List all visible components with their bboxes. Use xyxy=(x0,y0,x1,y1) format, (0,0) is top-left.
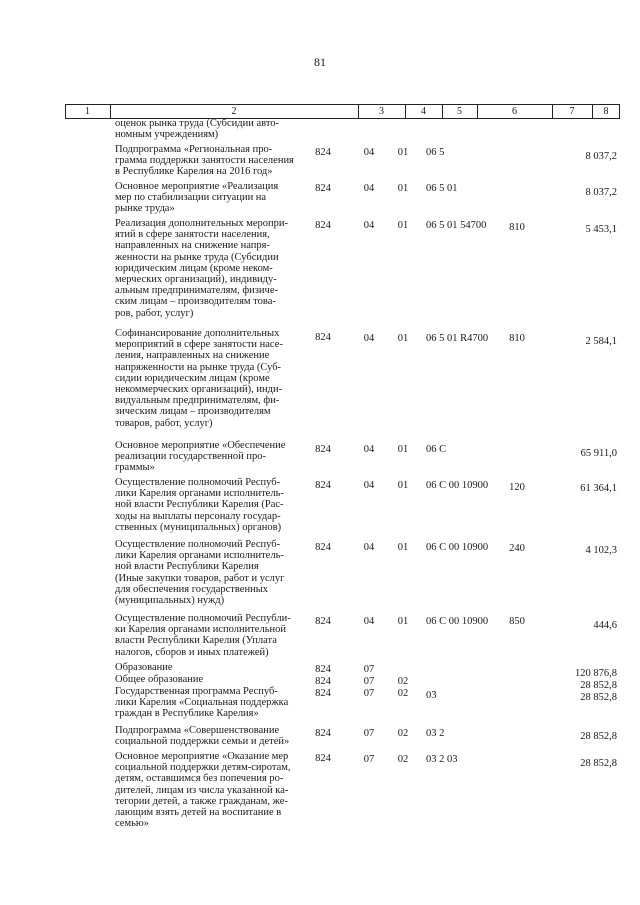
row-amount: 8 037,2 xyxy=(585,187,617,198)
row-section: 07 xyxy=(363,676,375,687)
header-col-1: 1 xyxy=(85,106,90,117)
header-col-4: 4 xyxy=(421,106,426,117)
table-header xyxy=(65,104,620,119)
row-target-article: 06 С 00 10900 xyxy=(426,616,489,627)
row-ministry-code: 824 xyxy=(315,664,331,675)
row-subsection: 01 xyxy=(397,480,409,491)
row-amount: 28 852,8 xyxy=(580,731,617,742)
header-col-5: 5 xyxy=(457,106,462,117)
row-section: 04 xyxy=(363,333,375,344)
row-target-article: 06 5 01 54700 xyxy=(426,220,487,231)
row-section: 04 xyxy=(363,444,375,455)
row-expense-type: 850 xyxy=(509,616,525,627)
row-description: Реализация дополнительных меропри- ятий в сфере занятости населения, направленных на снижение напря- женности на рынке труда (Субсидии юридическим лицам (кроме неком- мерческих организаций), индивиду- альным предпринимателям, физиче- ским лицам – производителям това- ров, работ, услуг) xyxy=(115,218,289,319)
row-ministry-code: 824 xyxy=(315,753,331,764)
row-section: 07 xyxy=(363,688,375,699)
header-col-7: 7 xyxy=(569,106,575,117)
row-amount: 65 911,0 xyxy=(580,448,617,459)
row-ministry-code: 824 xyxy=(315,542,331,553)
row-description: Осуществление полномочий Республи- ки Карелия органами исполнительной власти Республики Карелия (Уплата налогов, сборов и иных платежей) xyxy=(115,613,291,658)
row-ministry-code: 824 xyxy=(315,616,331,627)
row-ministry-code: 824 xyxy=(315,220,331,231)
header-col-2: 2 xyxy=(231,106,237,117)
row-amount: 8 037,2 xyxy=(585,151,617,162)
row-target-article: 06 5 01 xyxy=(426,183,458,194)
row-amount: 5 453,1 xyxy=(585,224,617,235)
row-subsection: 02 xyxy=(397,728,409,739)
row-ministry-code: 824 xyxy=(315,444,331,455)
row-description: Образование xyxy=(115,662,173,673)
row-description: оценок рынка труда (Субсидии авто- номным учреждениям) xyxy=(115,118,280,141)
row-subsection: 01 xyxy=(397,147,409,158)
row-target-article: 03 2 03 xyxy=(426,754,458,765)
row-section: 04 xyxy=(363,147,375,158)
row-subsection: 01 xyxy=(397,616,409,627)
row-ministry-code: 824 xyxy=(315,728,331,739)
row-description: Осуществление полномочий Респуб- лики Карелия органами исполнитель- ной власти Республики Карелия (Рас- ходы на выплаты персоналу государ- ственных (муниципальных) органов) xyxy=(115,477,284,533)
row-subsection: 01 xyxy=(397,444,409,455)
row-description: Подпрограмма «Региональная про- грамма поддержки занятости населения в Республике Карелия на 2016 год» xyxy=(115,144,294,178)
row-description: Основное мероприятие «Обеспечение реализации государственной про- граммы» xyxy=(115,440,286,474)
row-subsection: 02 xyxy=(397,688,409,699)
row-ministry-code: 824 xyxy=(315,480,331,491)
row-amount: 444,6 xyxy=(593,620,617,631)
row-description: Осуществление полномочий Респуб- лики Карелия органами исполнитель- ной власти Республики Карелия (Иные закупки товаров, работ и услуг для обеспечения государственных (муниципальных) нужд) xyxy=(115,539,285,607)
row-subsection: 02 xyxy=(397,754,409,765)
row-amount: 28 852,8 xyxy=(580,680,617,691)
row-subsection: 01 xyxy=(397,183,409,194)
row-expense-type: 810 xyxy=(509,222,525,233)
row-section: 04 xyxy=(363,183,375,194)
row-subsection: 01 xyxy=(397,333,409,344)
row-expense-type: 810 xyxy=(509,333,525,344)
row-ministry-code: 824 xyxy=(315,688,331,699)
row-subsection: 01 xyxy=(397,220,409,231)
row-section: 07 xyxy=(363,728,375,739)
row-amount: 4 102,3 xyxy=(585,545,617,556)
row-target-article: 06 5 01 R4700 xyxy=(426,333,489,344)
row-target-article: 06 5 xyxy=(426,147,445,158)
row-ministry-code: 824 xyxy=(315,332,331,343)
header-col-3: 3 xyxy=(379,106,384,117)
row-description: Основное мероприятие «Реализация мер по стабилизации ситуации на рынке труда» xyxy=(115,181,279,215)
row-subsection: 01 xyxy=(397,542,409,553)
row-ministry-code: 824 xyxy=(315,183,331,194)
row-target-article: 03 xyxy=(426,690,437,701)
row-expense-type: 240 xyxy=(509,543,525,554)
row-section: 04 xyxy=(363,616,375,627)
row-description: Подпрограмма «Совершенствование социальной поддержки семьи и детей» xyxy=(115,725,290,748)
row-amount: 120 876,8 xyxy=(575,668,617,679)
header-col-6: 6 xyxy=(512,106,517,117)
row-section: 04 xyxy=(363,480,375,491)
row-target-article: 03 2 xyxy=(426,728,445,739)
row-section: 07 xyxy=(363,754,375,765)
row-ministry-code: 824 xyxy=(315,676,331,687)
row-description: Государственная программа Респуб- лики Карелия «Социальная поддержка граждан в Республике Карелия» xyxy=(115,686,289,720)
row-expense-type: 120 xyxy=(509,482,525,493)
row-amount: 61 364,1 xyxy=(580,483,617,494)
row-section: 04 xyxy=(363,542,375,553)
row-amount: 28 852,8 xyxy=(580,758,617,769)
row-description: Основное мероприятие «Оказание мер социальной поддержки детям-сиротам, детям, оставшимся без попечения ро- дителей, лицам из числа указанной ка- тегории детей, а также гражданам, же- лающим взять детей на воспитание в семью» xyxy=(115,751,291,830)
row-amount: 2 584,1 xyxy=(585,336,617,347)
row-description: Общее образование xyxy=(115,674,204,685)
row-section: 07 xyxy=(363,664,375,675)
row-section: 04 xyxy=(363,220,375,231)
row-ministry-code: 824 xyxy=(315,147,331,158)
row-amount: 28 852,8 xyxy=(580,692,617,703)
row-description: Софинансирование дополнительных мероприятий в сфере занятости насе- ления, направленных на снижение напряженности на рынке труда (Суб- сидии юридическим лицам (кроме некоммерческих организаций), инди- видуальным предпринимателям, фи- зическим лицам – производителям товаров, работ, услуг) xyxy=(115,328,283,429)
row-target-article: 06 С 00 10900 xyxy=(426,542,489,553)
header-col-8: 8 xyxy=(603,106,609,117)
row-target-article: 06 С 00 10900 xyxy=(426,480,489,491)
page-number: 81 xyxy=(314,55,326,69)
row-target-article: 06 С xyxy=(426,444,447,455)
row-subsection: 02 xyxy=(397,676,409,687)
